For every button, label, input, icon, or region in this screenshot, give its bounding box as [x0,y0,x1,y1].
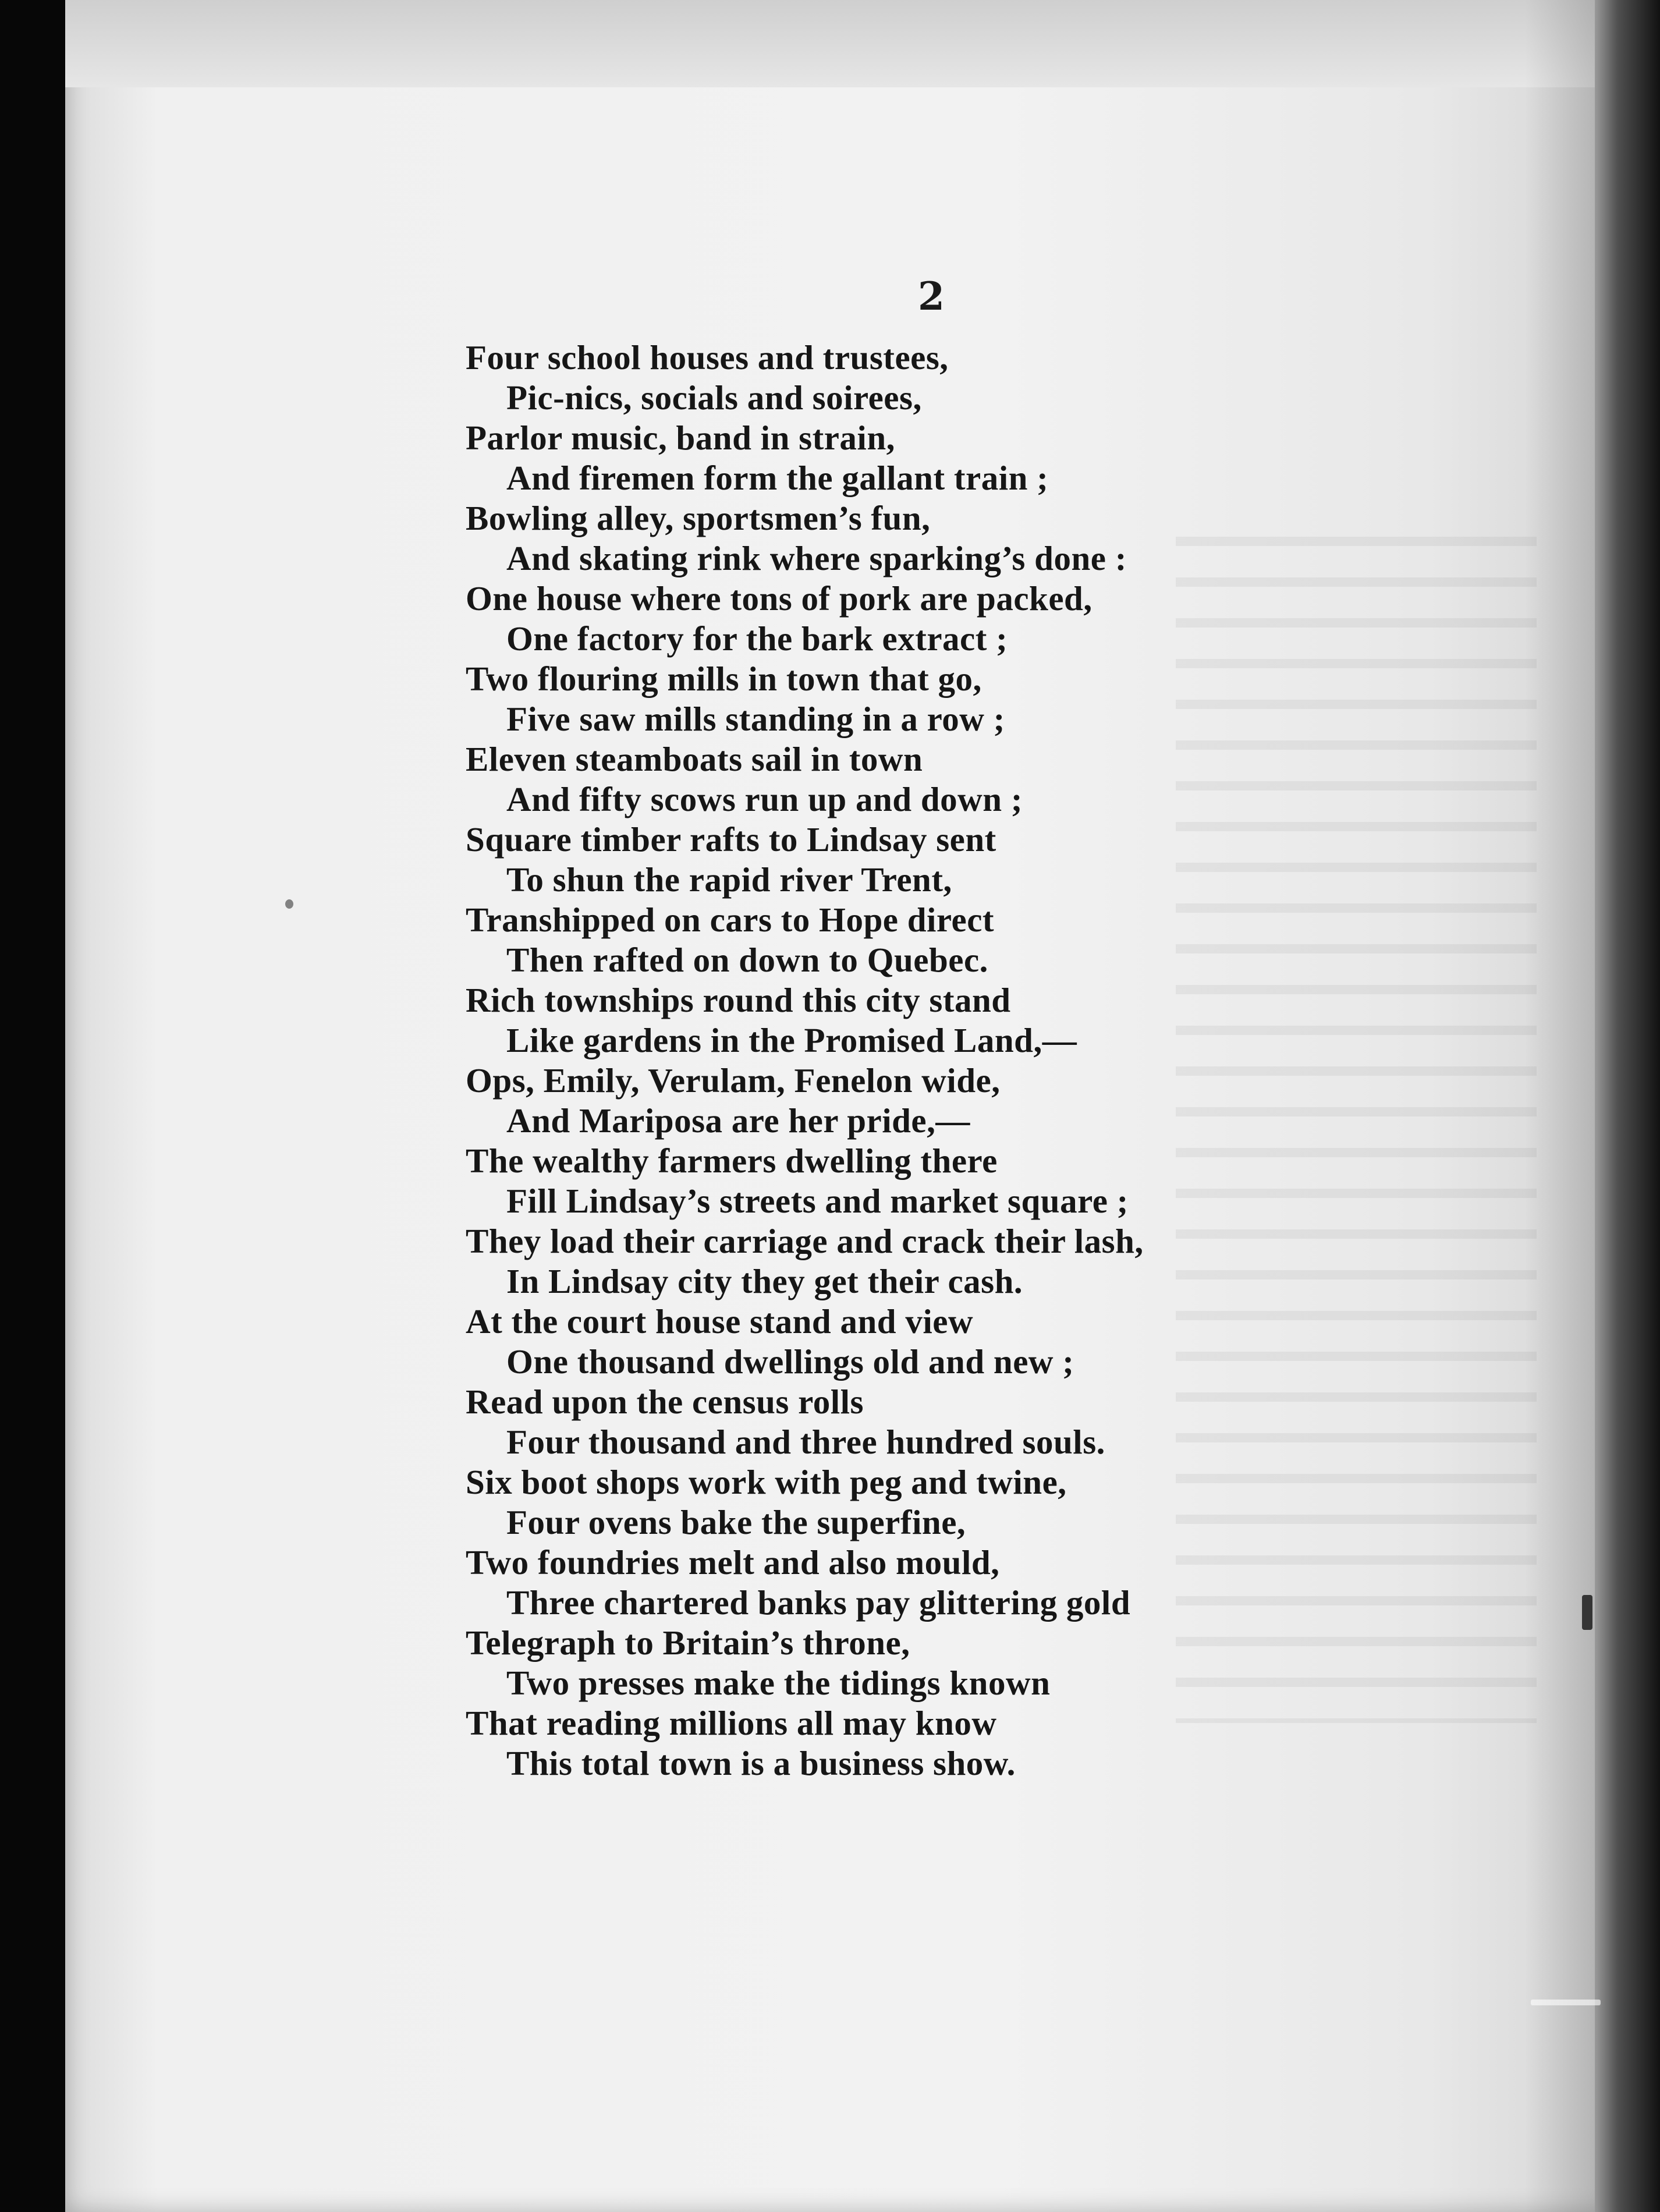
book-spine-edge [1595,0,1660,2212]
poem-line: Parlor music, band in strain, [466,419,895,457]
poem-line: Transhipped on cars to Hope direct [466,901,995,939]
poem-line: And Mariposa are her pride,— [506,1101,970,1140]
poem-line: Two presses make the tidings known [506,1664,1051,1702]
poem-line: And firemen form the gallant train ; [506,459,1049,497]
poem-line: They load their carriage and crack their lash, [466,1222,1144,1260]
poem-line: One thousand dwellings old and new ; [506,1342,1074,1381]
poem-line: Rich townships round this city stand [466,981,1011,1019]
top-margin-shadow [65,0,1613,87]
poem-line: Read upon the census rolls [466,1383,864,1421]
poem-line: One factory for the bark extract ; [506,619,1008,658]
poem-line: Five saw mills standing in a row ; [506,700,1005,738]
poem-text [466,338,1397,1784]
poem-line: And fifty scows run up and down ; [506,780,1023,818]
poem-line: In Lindsay city they get their cash. [506,1262,1023,1300]
poem-line: Telegraph to Britain’s throne, [466,1623,910,1662]
poem-line: At the court house stand and view [466,1302,974,1341]
page-tear-mark [1582,1595,1592,1630]
binding-speck [1531,2000,1601,2005]
poem-line: One house where tons of pork are packed, [466,579,1093,618]
poem-line: Fill Lindsay’s streets and market square ; [506,1182,1129,1220]
poem-line: Pic-nics, socials and soirees, [506,378,922,417]
poem-line: Square timber rafts to Lindsay sent [466,820,996,859]
poem-line: This total town is a business show. [506,1744,1016,1782]
poem-line: Three chartered banks pay glittering gold [506,1583,1131,1622]
poem-line: Like gardens in the Promised Land,— [506,1021,1077,1059]
poem-line: Eleven steamboats sail in town [466,740,923,778]
poem-line: Two foundries melt and also mould, [466,1543,1000,1582]
poem-line: That reading millions all may know [466,1704,997,1742]
ink-speck [285,899,293,909]
poem-line: To shun the rapid river Trent, [506,860,952,899]
poem-line: Ops, Emily, Verulam, Fenelon wide, [466,1061,1001,1100]
poem-line: Four school houses and trustees, [466,338,949,377]
poem-line: Two flouring mills in town that go, [466,660,982,698]
poem-line: Four ovens bake the superfine, [506,1503,966,1541]
poem-line: And skating rink where sparking’s done : [506,539,1127,577]
poem-line: Bowling alley, sportsmen’s fun, [466,499,931,537]
page-edge-shadow [1525,0,1595,2212]
poem-line: Six boot shops work with peg and twine, [466,1463,1067,1501]
poem-line: The wealthy farmers dwelling there [466,1142,998,1180]
poem-line: Then rafted on down to Quebec. [506,941,988,979]
page-number: 2 [918,274,945,319]
poem-line: Four thousand and three hundred souls. [506,1423,1105,1461]
